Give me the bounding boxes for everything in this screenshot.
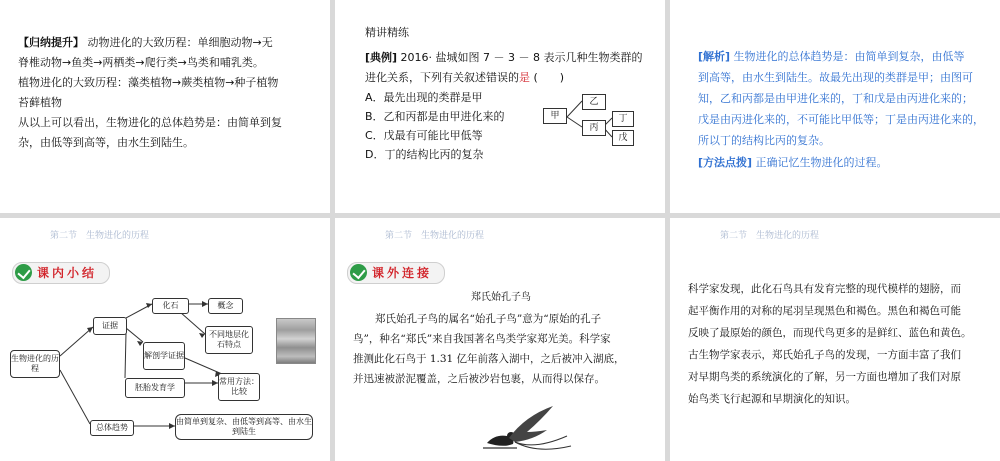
slide-header: 第二节 生物进化的历程 bbox=[385, 231, 485, 241]
option-c[interactable]: C．戊最有可能比甲低等 bbox=[365, 129, 483, 142]
badge-extended-reading bbox=[347, 262, 445, 284]
node-concept: 概念 bbox=[208, 298, 243, 314]
node-fossil: 化石 bbox=[152, 298, 189, 314]
article-line-4: 并迅速被淤泥覆盖，之后被沙岩包裹，从而得以保存。 bbox=[353, 373, 605, 385]
example-tag: [典例] bbox=[365, 51, 398, 64]
analysis-line-4: 戊是由丙进化来的，不可能比甲低等；丁是由丙进化来的， bbox=[698, 113, 984, 126]
slide-example-question bbox=[335, 0, 665, 213]
slide-extended-reading bbox=[335, 218, 665, 461]
text-line-6: 杂，由低等到高等，由水生到陆生。 bbox=[18, 136, 194, 149]
text-line-5: 从以上可以看出，生物进化的总体趋势是：由简单到复 bbox=[18, 116, 282, 129]
node-wu: 戊 bbox=[612, 130, 634, 146]
node-method: 常用方法：比较 bbox=[218, 373, 260, 401]
node-evidence: 证据 bbox=[93, 317, 127, 335]
analysis-line-3: 知，乙和丙都是由甲进化来的，丁和戊是由丙进化来的； bbox=[698, 92, 973, 105]
node-strata: 不同地层化石特点 bbox=[205, 326, 253, 354]
question-text-2: 进化关系，下列有关叙述错误的 bbox=[365, 71, 519, 84]
node-yi: 乙 bbox=[582, 94, 606, 110]
analysis-text: 生物进化的总体趋势是：由简单到复杂，由低等 bbox=[730, 50, 965, 63]
article-title: 郑氏始孔子鸟 bbox=[471, 292, 531, 303]
node-bing: 丙 bbox=[582, 120, 606, 136]
confuciusornis-bird-illustration bbox=[475, 396, 575, 456]
question-line-2 bbox=[365, 68, 564, 88]
article-line-2: 起平衡作用的对称的尾羽呈现黑色和褐色。黑色和褐色可能 bbox=[688, 305, 961, 317]
method-tag: [方法点拨] bbox=[698, 156, 753, 169]
method-line bbox=[698, 153, 888, 173]
text-line-3: 植物进化的大致历程：藻类植物→蕨类植物→种子植物 bbox=[18, 76, 279, 89]
node-anatomy: 解剖学证据 bbox=[143, 342, 185, 370]
text-line-1 bbox=[18, 33, 323, 53]
article-line-2: 鸟”，种名“郑氏”来自我国著名鸟类学家郑光美。科学家 bbox=[353, 333, 611, 345]
analysis-line-5: 所以丁的结构比丙的复杂。 bbox=[698, 134, 830, 147]
node-trend: 总体趋势 bbox=[90, 420, 134, 436]
node-trend-desc: 由简单到复杂、由低等到高等、由水生到陆生 bbox=[175, 414, 313, 440]
option-d[interactable]: D．丁的结构比丙的复杂 bbox=[365, 148, 484, 161]
analysis-line-1 bbox=[698, 47, 998, 67]
article-line-1: 郑氏始孔子鸟的属名“始孔子鸟”意为“原始的孔子 bbox=[375, 313, 602, 325]
question-text: 2016· 盐城如图 7 － 3 － 8 表示几种生物类群的 bbox=[397, 51, 643, 64]
article-line-3: 反映了最原始的颜色，而现代鸟更多的是鲜红、蓝色和黄色。 bbox=[688, 327, 972, 339]
article-line-3: 推测此化石鸟于 1.31 亿年前落入湖中，之后被冲入湖底， bbox=[353, 353, 625, 365]
slide-lesson-summary bbox=[0, 218, 330, 461]
text-line-4: 苔藓植物 bbox=[18, 96, 62, 109]
badge-label: 课外连接 bbox=[372, 266, 433, 280]
analysis-tag: [解析] bbox=[698, 50, 731, 63]
slide-extended-reading-cont bbox=[670, 218, 1000, 461]
node-embryo: 胚胎发育学 bbox=[125, 378, 185, 398]
slide-header: 第二节 生物进化的历程 bbox=[720, 231, 820, 241]
node-ding: 丁 bbox=[612, 111, 634, 127]
node-root: 生物进化的历程 bbox=[10, 350, 60, 378]
slide-analysis bbox=[670, 0, 1000, 213]
check-icon bbox=[350, 264, 367, 281]
article-line-4: 古生物学家表示，郑氏始孔子鸟的发现，一方面丰富了我们 bbox=[688, 349, 961, 361]
slide-summary-evolution bbox=[0, 0, 330, 213]
text-line-2: 脊椎动物→鱼类→两栖类→爬行类→鸟类和哺乳类。 bbox=[18, 56, 264, 69]
article-line-1: 科学家发现，此化石鸟具有发育完整的现代模样的翅膀，而 bbox=[688, 283, 961, 295]
option-b[interactable]: B．乙和丙都是由甲进化来的 bbox=[365, 110, 505, 123]
answer-blank: ( ) bbox=[530, 71, 565, 84]
method-text: 正确记忆生物进化的过程。 bbox=[752, 156, 888, 169]
analysis-line-2: 到高等，由水生到陆生。故最先出现的类群是甲；由图可 bbox=[698, 71, 973, 84]
emphasis-text: 是 bbox=[519, 71, 530, 84]
section-title: 精讲精练 bbox=[365, 26, 409, 39]
node-jia: 甲 bbox=[543, 108, 567, 124]
rock-strata-image bbox=[276, 318, 316, 364]
option-a[interactable]: A．最先出现的类群是甲 bbox=[365, 91, 483, 104]
badge-label: 课内小结 bbox=[37, 266, 98, 280]
article-line-6: 始鸟类飞行起源和早期演化的知识。 bbox=[688, 393, 856, 405]
question-line-1 bbox=[365, 48, 660, 68]
slide-header: 第二节 生物进化的历程 bbox=[50, 231, 150, 241]
animal-evolution-text: 动物进化的大致历程：单细胞动物→无 bbox=[84, 36, 273, 49]
summary-heading: 【归纳提升】 bbox=[18, 36, 84, 49]
article-line-5: 对早期鸟类的系统演化的了解，另一方面也增加了我们对原 bbox=[688, 371, 961, 383]
